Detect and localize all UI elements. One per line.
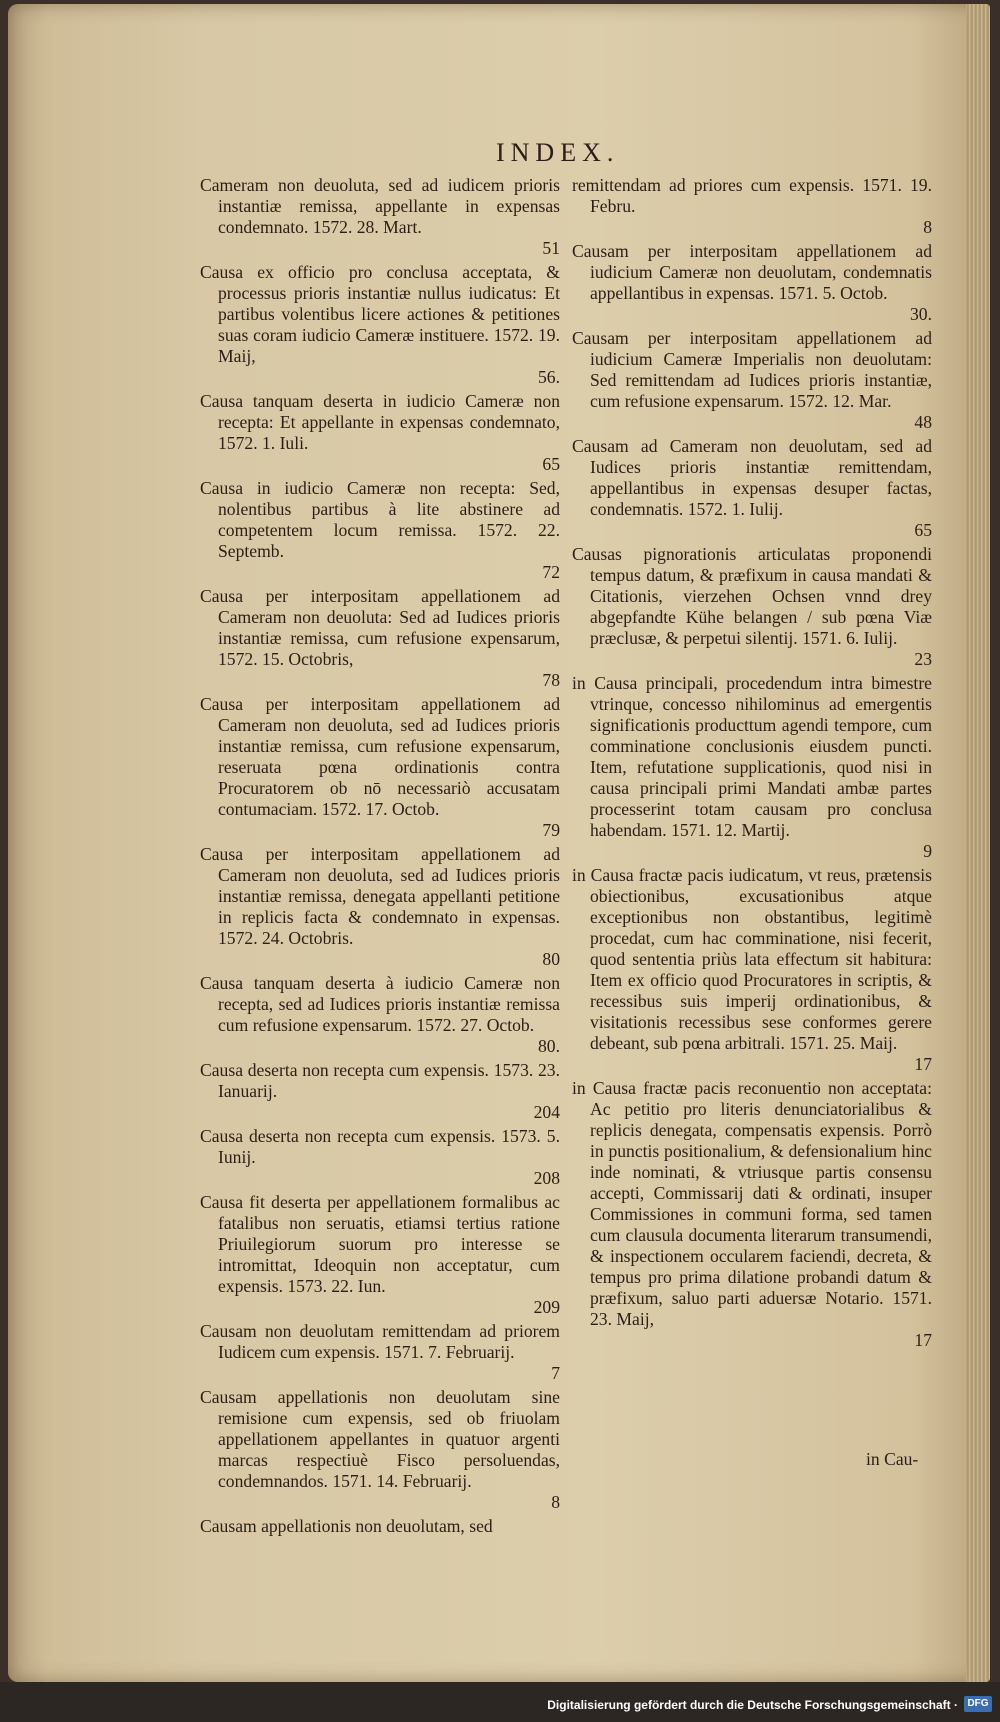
index-entry-page-number: 80. xyxy=(538,1036,560,1056)
index-entry-text: Causas pignorationis articulatas proponendi tempus datum, & præfixum in causa mandati & Citationis, vierzehen Ochsen vnnd drey abgepfandte Kühe belangen / sub pœna Viæ præclusæ, & perpetui silentij. 1571. 6. Iulij. xyxy=(572,544,932,648)
index-entry-text: in Causa fractæ pacis iudicatum, vt reus, prætensis obiectionibus, excusationibus atque exceptionibus non obstantibus, legitimè procedat, cum hac comminatione, nisi fecerit, quod sententia priùs lata effectum sit habitura: Item ex officio quod Procuratores in scriptis, & recessibus suis imperij ordinationibus, & visitationis recessibus sese conformes gerere debeant, sub pœna arbitrali. 1571. 25. Maij. xyxy=(572,865,932,1053)
index-entry-text: Causa ex officio pro conclusa acceptata, & processus prioris instantiæ nullus iudicatus: Et partibus volentibus licere actiones & petitiones suas coram iudicio Cameræ instituere. 1572. 19. Maij, xyxy=(200,262,560,366)
index-entry-text: Causam per interpositam appellationem ad iudicium Cameræ non deuolutam, condemnatis appellantibus in expensas. 1571. 5. Octob. xyxy=(572,241,932,303)
index-entry-page-number: 78 xyxy=(542,670,560,690)
index-entry xyxy=(200,586,560,691)
index-entry xyxy=(572,436,932,541)
index-entry-page-number: 8 xyxy=(923,217,932,237)
index-entry-text: Causa per interpositam appellationem ad Cameram non deuoluta, sed ad Iudices prioris instantiæ remissa, cum refusione expensarum, reseruata pœna ordinationis contra Procuratorem ob nō necessariò accusatam contumaciam. 1572. 17. Octob. xyxy=(200,694,560,819)
index-entry-page-number: 72 xyxy=(542,562,560,582)
digitization-footer xyxy=(0,1682,1000,1722)
index-entry-page-number: 208 xyxy=(533,1168,560,1188)
index-entry xyxy=(200,1192,560,1318)
dfg-logo: DFG xyxy=(964,1696,992,1712)
index-entry-page-number: 8 xyxy=(551,1492,560,1512)
index-entry-text: Causa tanquam deserta in iudicio Cameræ non recepta: Et appellante in expensas condemnato, 1572. 1. Iuli. xyxy=(200,391,560,453)
index-entry-page-number: 65 xyxy=(914,520,932,540)
index-entry xyxy=(572,1078,932,1351)
index-entry-text: Causam non deuolutam remittendam ad priorem Iudicem cum expensis. 1571. 7. Februarij. xyxy=(200,1321,560,1362)
index-entry xyxy=(572,328,932,433)
index-entry-text: Causam per interpositam appellationem ad iudicium Cameræ Imperialis non deuolutam: Sed remittendam ad Iudices prioris instantiæ, cum refusione expensarum. 1572. 12. Mar. xyxy=(572,328,932,411)
index-entry-page-number: 17 xyxy=(914,1330,932,1350)
index-entry-text: Causa deserta non recepta cum expensis. 1573. 23. Ianuarij. xyxy=(200,1060,560,1101)
running-head: INDEX. xyxy=(496,138,620,167)
index-entry-page-number: 48 xyxy=(914,412,932,432)
index-entry-page-number: 209 xyxy=(533,1297,560,1317)
index-entry xyxy=(572,544,932,670)
catchword: in Cau- xyxy=(866,1449,919,1469)
index-entry xyxy=(572,865,932,1075)
index-entry xyxy=(200,262,560,388)
index-entry-page-number: 17 xyxy=(914,1054,932,1074)
index-entry xyxy=(572,175,932,238)
index-entry-text: Cameram non deuoluta, sed ad iudicem prioris instantiæ remissa, appellante in expensas condemnato. 1572. 28. Mart. xyxy=(200,175,560,237)
index-entry-page-number: 7 xyxy=(551,1363,560,1383)
footer-credit: Digitalisierung gefördert durch die Deutsche Forschungsgemeinschaft · xyxy=(547,1698,958,1712)
index-entry-text: in Causa fractæ pacis reconuentio non acceptata: Ac petitio pro literis denunciatorialibus & replicis denegata, compensatis expensis. Porrò in punctis positionalium, & defensionalium hinc inde nominati, & vtriusque partis consensu accepti, Commissarij dati & ordinati, insuper Commissiones in communi forma, sed tamen cum clausula documenta literarum transumendi, & inspectionem occularem faciendi, decreta, & tempus pro prima dilatione probandi datum & præfixum, saluo parti aduersæ Notario. 1571. 23. Maij, xyxy=(572,1078,932,1329)
index-entry-text: Causa in iudicio Cameræ non recepta: Sed, nolentibus partibus à lite abstinere ad competentem locum remissa. 1572. 22. Septemb. xyxy=(200,478,560,561)
index-entry-text: Causa fit deserta per appellationem formalibus ac fatalibus non seruatis, etiamsi tertius ratione Priuilegiorum suorum pro interesse se intromittat, Ideoquin non acceptatur, cum expensis. 1573. 22. Iun. xyxy=(200,1192,560,1296)
index-entry-page-number: 204 xyxy=(533,1102,560,1122)
index-entry xyxy=(200,391,560,475)
index-entry-text: in Causa principali, procedendum intra bimestre vtrinque, concesso nihilominus ad emergentis significationis producttum agendi tempore, cum comminatione conclusionis eiusdem puncti. Item, refutatione supplicationis, quod nisi in causa principali primi Mandati ambæ partes processerint totam causam pro conclusa habendam. 1571. 12. Martij. xyxy=(572,673,932,840)
index-entry-text: Causa per interpositam appellationem ad Cameram non deuoluta: Sed ad Iudices prioris instantiæ remissa, cum refusione expensarum, 1572. 15. Octobris, xyxy=(200,586,560,669)
index-entry xyxy=(200,478,560,583)
index-entry-page-number: 56. xyxy=(538,367,560,387)
index-entry xyxy=(200,1387,560,1513)
index-entry xyxy=(200,844,560,970)
index-entry xyxy=(572,673,932,862)
index-entry xyxy=(200,175,560,259)
index-entry-text: Causam appellationis non deuolutam, sed xyxy=(200,1516,493,1536)
index-entry-text: Causa per interpositam appellationem ad Cameram non deuoluta, sed ad Iudices prioris instantiæ remissa, denegata appellanti petitione in replicis facta & condemnato in expensas. 1572. 24. Octobris. xyxy=(200,844,560,948)
index-entry xyxy=(572,241,932,325)
index-entry-page-number: 65 xyxy=(542,454,560,474)
index-entry-text: Causam ad Cameram non deuolutam, sed ad Iudices prioris instantiæ remittendam, appellantibus in expensas desuper factas, condemnatis. 1572. 1. Iulij. xyxy=(572,436,932,519)
index-entry xyxy=(200,694,560,841)
left-index-column xyxy=(200,175,560,1540)
index-entry-page-number: 80 xyxy=(542,949,560,969)
index-entry xyxy=(200,1321,560,1384)
index-entry-page-number: 30. xyxy=(910,304,932,324)
index-entry-text: Causa tanquam deserta à iudicio Cameræ non recepta, sed ad Iudices prioris instantiæ remissa cum refusione expensarum. 1572. 27. Octob. xyxy=(200,973,560,1035)
index-entry-page-number: 51 xyxy=(542,238,560,258)
index-entry-page-number: 79 xyxy=(542,820,560,840)
index-entry xyxy=(200,1516,560,1537)
right-index-column xyxy=(572,175,932,1354)
index-entry-page-number: 23 xyxy=(914,649,932,669)
index-entry-text: remittendam ad priores cum expensis. 1571. 19. Febru. xyxy=(572,175,932,216)
index-entry-text: Causam appellationis non deuolutam sine remisione cum expensis, sed ob friuolam appellationem appellantes in quatuor argenti marcas respectiuè Fisco persoluendas, condemnandos. 1571. 14. Februarij. xyxy=(200,1387,560,1491)
index-entry-text: Causa deserta non recepta cum expensis. 1573. 5. Iunij. xyxy=(200,1126,560,1167)
index-entry xyxy=(200,1060,560,1123)
index-entry xyxy=(200,1126,560,1189)
index-entry-page-number: 9 xyxy=(923,841,932,861)
page-edge-stack xyxy=(966,4,990,1682)
index-entry xyxy=(200,973,560,1057)
